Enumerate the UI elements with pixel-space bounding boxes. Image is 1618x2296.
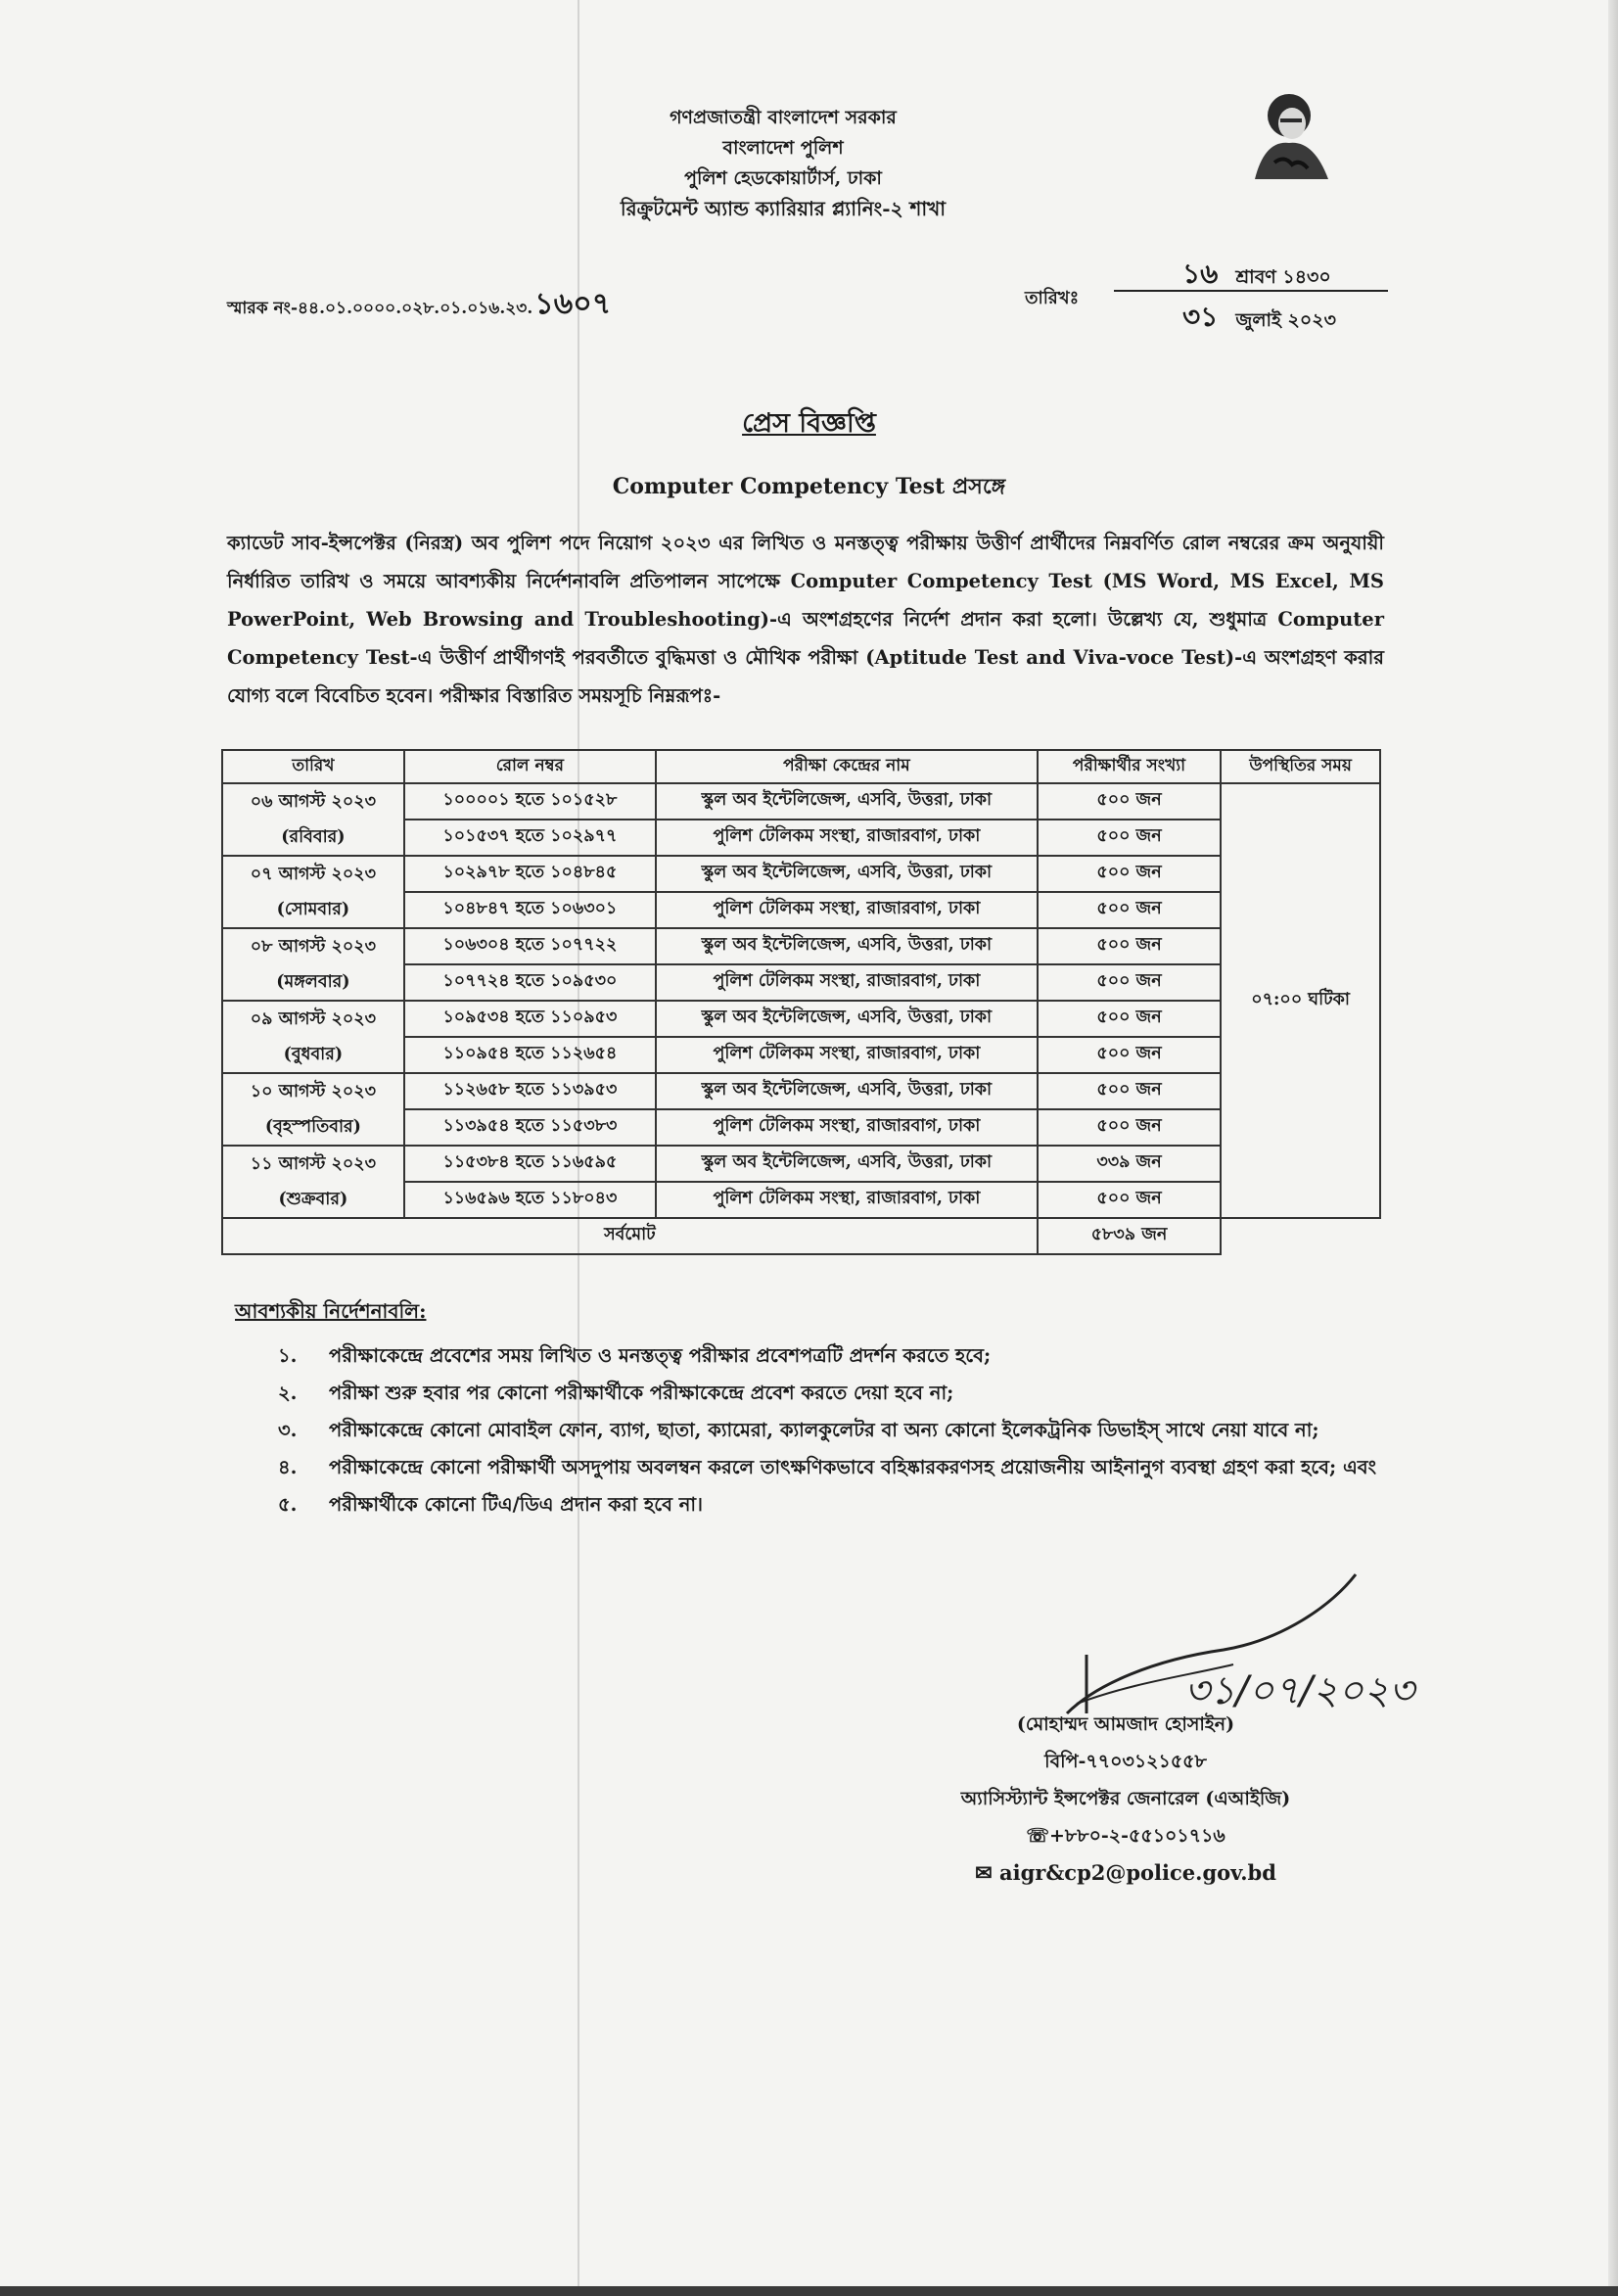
exam-date: ০৬ আগস্ট ২০২৩: [250, 792, 377, 812]
exam-date: ০৭ আগস্ট ২০২৩: [250, 865, 377, 884]
table-row: [222, 1146, 1380, 1182]
candidate-count: ৫০০ জন: [1038, 783, 1221, 820]
bangla-date-month: শ্রাবণ ১৪৩০: [1235, 266, 1331, 288]
total-value: ৫৮৩৯ জন: [1038, 1218, 1221, 1254]
item-number: ১.: [278, 1344, 298, 1367]
item-text: পরীক্ষাকেন্দ্রে কোনো পরীক্ষার্থী অসদুপায় অবলম্বন করলে তাৎক্ষণিকভাবে বহিষ্কারকরণসহ প্রয়োজনীয় আইনানুগ ব্যবস্থা গ্রহণ করা হবে; এবং: [329, 1456, 1377, 1478]
title-text: প্রেস বিজ্ঞপ্তি: [742, 408, 876, 439]
center-name: পুলিশ টেলিকম সংস্থা, রাজারবাগ, ঢাকা: [656, 1182, 1038, 1218]
center-name: স্কুল অব ইন্টেলিজেন্স, এসবি, উত্তরা, ঢাকা: [656, 783, 1038, 820]
item-number: ৫.: [278, 1493, 298, 1516]
english-date-day: ৩১: [1182, 301, 1219, 333]
list-item: [235, 1375, 1385, 1412]
exam-date: ১১ আগস্ট ২০২৩: [250, 1154, 376, 1174]
header-center: পরীক্ষা কেন্দ্রের নাম: [656, 750, 1038, 783]
roll-range: ১১২৬৫৮ হতে ১১৩৯৫৩: [404, 1073, 656, 1109]
scan-bottom-edge: [0, 2286, 1618, 2296]
date-cell: [222, 1001, 404, 1073]
center-name: স্কুল অব ইন্টেলিজেন্স, এসবি, উত্তরা, ঢাকা: [656, 856, 1038, 892]
center-name: পুলিশ টেলিকম সংস্থা, রাজারবাগ, ঢাকা: [656, 1109, 1038, 1146]
exam-weekday: (বুধবার): [283, 1045, 344, 1064]
center-name: পুলিশ টেলিকম সংস্থা, রাজারবাগ, ঢাকা: [656, 964, 1038, 1001]
date-cell: [222, 1073, 404, 1146]
center-name: স্কুল অব ইন্টেলিজেন্স, এসবি, উত্তরা, ঢাকা: [656, 928, 1038, 964]
instructions-title: আবশ্যকীয় নির্দেশনাবলি:: [235, 1299, 427, 1323]
roll-range: ১০১৫৩৭ হতে ১০২৯৭৭: [404, 820, 656, 856]
center-name: পুলিশ টেলিকম সংস্থা, রাজারবাগ, ঢাকা: [656, 820, 1038, 856]
table-row: [222, 1073, 1380, 1109]
signature-date: ৩১/০৭/২০২৩: [1184, 1668, 1414, 1713]
portrait-emblem-icon: [1235, 86, 1343, 184]
item-text: পরীক্ষা শুরু হবার পর কোনো পরীক্ষার্থীকে পরীক্ষাকেন্দ্রে প্রবেশ করতে দেয়া হবে না;: [329, 1382, 954, 1404]
table-row: [222, 928, 1380, 964]
signatory-name: (মোহাম্মদ আমজাদ হোসাইন): [1016, 1713, 1235, 1735]
item-number: ৩.: [278, 1419, 298, 1441]
letterhead: [538, 103, 1028, 224]
candidate-count: ৫০০ জন: [1038, 928, 1221, 964]
center-name: স্কুল অব ইন্টেলিজেন্স, এসবি, উত্তরা, ঢাকা: [656, 1001, 1038, 1037]
total-row: [222, 1218, 1380, 1254]
branch-name: রিক্রুটমেন্ট অ্যান্ড ক্যারিয়ার প্ল্যানিং-২ শাখা: [620, 197, 947, 220]
signature-mark: [940, 1567, 1414, 1713]
item-number: ২.: [278, 1382, 298, 1404]
center-name: পুলিশ টেলিকম সংস্থা, রাজারবাগ, ঢাকা: [656, 892, 1038, 928]
candidate-count: ৫০০ জন: [1038, 856, 1221, 892]
table-row: [222, 783, 1380, 820]
office-name: পুলিশ হেডকোয়ার্টার্স, ঢাকা: [684, 167, 882, 189]
roll-range: ১০২৯৭৮ হতে ১০৪৮৪৫: [404, 856, 656, 892]
center-name: পুলিশ টেলিকম সংস্থা, রাজারবাগ, ঢাকা: [656, 1037, 1038, 1073]
english-date-month: জুলাই ২০২৩: [1235, 309, 1336, 331]
candidate-count: ৫০০ জন: [1038, 1037, 1221, 1073]
table-row: [222, 1001, 1380, 1037]
signatory-phone: ☏+৮৮০-২-৫৫১০১৭১৬: [1026, 1825, 1225, 1847]
date-cell: [222, 1146, 404, 1218]
candidate-count: ৫০০ জন: [1038, 892, 1221, 928]
date-cell: [222, 856, 404, 928]
list-item: [235, 1449, 1385, 1486]
memo-prefix: স্মারক নং-৪৪.০১.০০০০.০২৮.০১.০১৬.২৩.: [227, 299, 533, 318]
item-text: পরীক্ষাকেন্দ্রে প্রবেশের সময় লিখিত ও মনস্তত্ত্ব পরীক্ষার প্রবেশপত্রটি প্রদর্শন করতে হবে;: [329, 1344, 992, 1367]
list-item: [235, 1337, 1385, 1375]
exam-weekday: (শুক্রবার): [278, 1190, 348, 1209]
candidate-count: ৫০০ জন: [1038, 1001, 1221, 1037]
instructions-section: [235, 1297, 1385, 1523]
page-title: [0, 403, 1618, 447]
header-time: উপস্থিতির সময়: [1221, 750, 1380, 783]
candidate-count: ৫০০ জন: [1038, 964, 1221, 1001]
roll-range: ১১৩৯৫৪ হতে ১১৫৩৮৩: [404, 1109, 656, 1146]
candidate-count: ৩৩৯ জন: [1038, 1146, 1221, 1182]
candidate-count: ৫০০ জন: [1038, 1109, 1221, 1146]
list-item: [235, 1486, 1385, 1523]
signatory-email: ✉ aigr&cp2@police.gov.bd: [975, 1860, 1276, 1885]
candidate-count: ৫০০ জন: [1038, 1182, 1221, 1218]
header-roll: রোল নম্বর: [404, 750, 656, 783]
candidate-count: ৫০০ জন: [1038, 1073, 1221, 1109]
center-name: স্কুল অব ইন্টেলিজেন্স, এসবি, উত্তরা, ঢাকা: [656, 1073, 1038, 1109]
memo-reference: [227, 280, 611, 330]
roll-range: ১০৭৭২৪ হতে ১০৯৫৩০: [404, 964, 656, 1001]
scan-edge-shadow: [1608, 0, 1618, 2296]
list-item: [235, 1412, 1385, 1449]
roll-range: ১১৫৩৮৪ হতে ১১৬৫৯৫: [404, 1146, 656, 1182]
date-cell: [222, 783, 404, 856]
center-name: স্কুল অব ইন্টেলিজেন্স, এসবি, উত্তরা, ঢাকা: [656, 1146, 1038, 1182]
body-paragraph: ক্যাডেট সাব-ইন্সপেক্টর (নিরস্ত্র) অব পুলিশ পদে নিয়োগ ২০২৩ এর লিখিত ও মনস্তত্ত্ব পরীক্ষায় উত্তীর্ণ প্রার্থীদের নিম্নবর্ণিত রোল নম্বরের ক্রম অনুযায়ী নির্ধারিত তারিখ ও সময়ে আবশ্যকীয় নির্দেশনাবলি প্রতিপালন সাপেক্ষে Computer Competency Test (MS Word, MS Excel, MS PowerPoint, Web Browsing and Troubleshooting)-এ অংশগ্রহণের নির্দেশ প্রদান করা হলো। উল্লেখ্য যে, শুধুমাত্র Computer Competency Test-এ উত্তীর্ণ প্রার্থীগণই পরবর্তীতে বুদ্ধিমত্তা ও মৌখিক পরীক্ষা (Aptitude Test and Viva-voce Test)-এ অংশগ্রহণ করার যোগ্য বলে বিবেচিত হবেন। পরীক্ষার বিস্তারিত সময়সূচি নিম্নরূপঃ-: [227, 532, 1384, 707]
roll-range: ১০০০০১ হতে ১০১৫২৮: [404, 783, 656, 820]
dept-name: বাংলাদেশ পুলিশ: [722, 137, 844, 159]
exam-date: ০৯ আগস্ট ২০২৩: [250, 1009, 376, 1029]
roll-range: ১০৬৩০৪ হতে ১০৭৭২২: [404, 928, 656, 964]
exam-date: ০৮ আগস্ট ২০২৩: [250, 937, 376, 957]
header-count: পরীক্ষার্থীর সংখ্যা: [1038, 750, 1221, 783]
signatory-designation: অ্যাসিস্ট্যান্ট ইন্সপেক্টর জেনারেল (এআইজি): [960, 1788, 1291, 1809]
govt-name: গণপ্রজাতন্ত্রী বাংলাদেশ সরকার: [670, 107, 897, 128]
memo-number: ১৬০৭: [534, 287, 612, 321]
exam-weekday: (রবিবার): [281, 827, 346, 847]
date-label: তারিখঃ: [1025, 288, 1080, 308]
bangla-date-day: ১৬: [1182, 258, 1219, 290]
item-text: পরীক্ষার্থীকে কোনো টিএ/ডিএ প্রদান করা হবে না।: [329, 1493, 703, 1516]
exam-weekday: (মঙ্গলবার): [276, 972, 350, 992]
signatory-bp: বিপি-৭৭০৩১২১৫৫৮: [1044, 1751, 1207, 1772]
attendance-time: ০৭:০০ ঘটিকা: [1221, 783, 1380, 1218]
exam-weekday: (বৃহস্পতিবার): [264, 1117, 361, 1137]
schedule-table: [221, 749, 1381, 1255]
table-row: [222, 856, 1380, 892]
item-text: পরীক্ষাকেন্দ্রে কোনো মোবাইল ফোন, ব্যাগ, ছাতা, ক্যামেরা, ক্যালকুলেটর বা অন্য কোনো ইলেকট্রনিক ডিভাইস্ সাথে নেয়া যাবে না;: [329, 1419, 1319, 1441]
date-box: [1114, 253, 1388, 331]
exam-weekday: (সোমবার): [276, 900, 350, 919]
roll-range: ১০৪৮৪৭ হতে ১০৬৩০১: [404, 892, 656, 928]
date-cell: [222, 928, 404, 1001]
item-number: ৪.: [278, 1456, 298, 1478]
signatory-block: [910, 1706, 1341, 1892]
roll-range: ১১০৯৫৪ হতে ১১২৬৫৪: [404, 1037, 656, 1073]
exam-date: ১০ আগস্ট ২০২৩: [250, 1082, 376, 1101]
table-header-row: [222, 750, 1380, 783]
subtitle: Computer Competency Test প্রসঙ্গে: [612, 474, 1006, 499]
roll-range: ১১৬৫৯৬ হতে ১১৮০৪৩: [404, 1182, 656, 1218]
candidate-count: ৫০০ জন: [1038, 820, 1221, 856]
header-date: তারিখ: [222, 750, 404, 783]
instructions-list: [235, 1337, 1385, 1523]
total-label: সর্বমোট: [222, 1218, 1038, 1254]
roll-range: ১০৯৫৩৪ হতে ১১০৯৫৩: [404, 1001, 656, 1037]
